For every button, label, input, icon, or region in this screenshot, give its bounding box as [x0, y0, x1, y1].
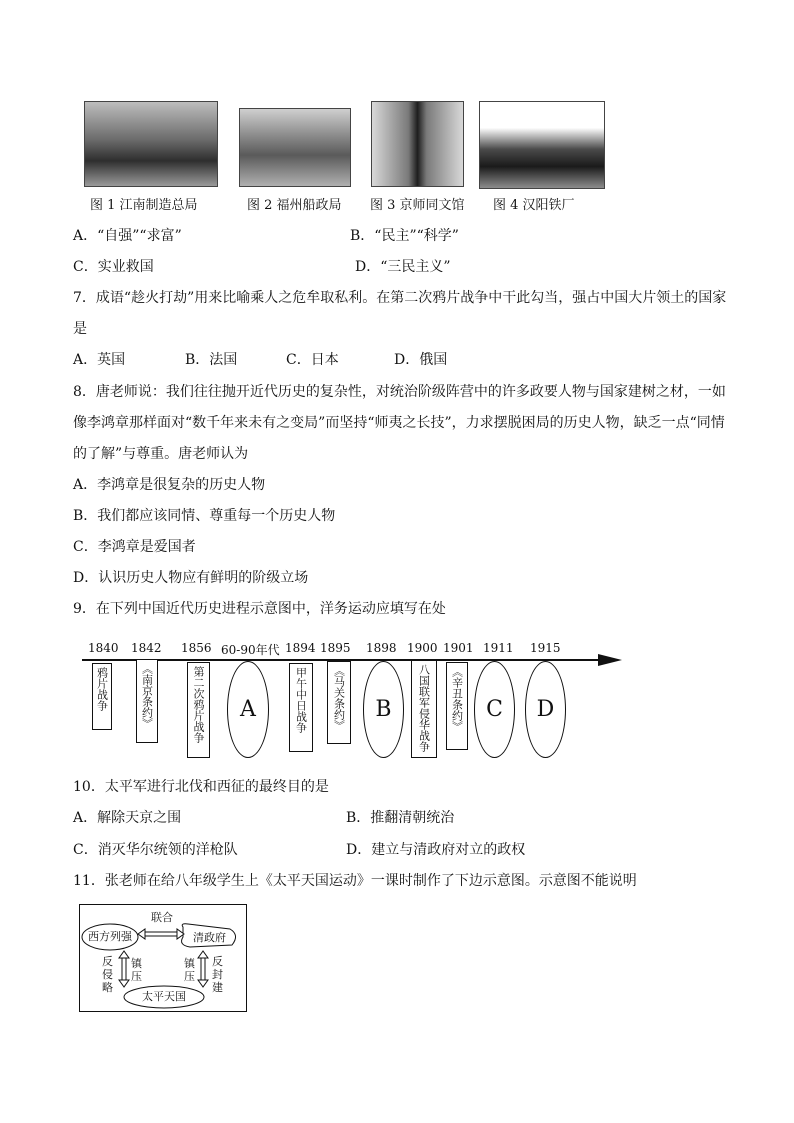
- timeline-year: 1900: [407, 641, 438, 655]
- timeline-year: 60-90年代: [221, 643, 280, 657]
- timeline-event-box: 《马关条约》: [327, 661, 351, 744]
- q10-option-c[interactable]: C．消灭华尔统领的洋枪队: [73, 842, 238, 858]
- q6-option-a[interactable]: A．“自强”“求富”: [73, 228, 182, 244]
- q7-stem: 7．成语“趁火打劫”用来比喻乘人之危牟取私利。在第二次鸦片战争中干此勾当，强占中国大片领土的国家: [73, 290, 727, 306]
- diagram-unite-label: 联合: [151, 911, 173, 924]
- q8-option-a[interactable]: A．李鸿章是很复杂的历史人物: [73, 477, 266, 493]
- q7-stem-cont: 是: [73, 321, 87, 337]
- figure-caption-2: 图 2 福州船政局: [247, 198, 342, 213]
- timeline-year: 1895: [320, 641, 351, 655]
- q6-option-c[interactable]: C．实业救国: [73, 259, 154, 275]
- q11-stem: 11．张老师在给八年级学生上《太平天国运动》一课时制作了下边示意图。示意图不能说明: [73, 873, 637, 889]
- timeline-year: 1911: [483, 641, 514, 655]
- q7-option-b[interactable]: B．法国: [185, 352, 238, 368]
- diagram-suppress-right-label: 镇压: [184, 957, 195, 983]
- diagram-anti-feudal-label: 反封建: [212, 955, 223, 994]
- timeline-year: 1840: [88, 641, 119, 655]
- q7-option-d[interactable]: D．俄国: [394, 352, 448, 368]
- q10-option-a[interactable]: A．解除天京之围: [73, 810, 182, 826]
- diagram-qing-node: 清政府: [193, 931, 226, 944]
- timeline-year: 1894: [285, 641, 316, 655]
- figure-caption-1: 图 1 江南制造总局: [90, 198, 198, 213]
- q7-option-c[interactable]: C．日本: [286, 352, 339, 368]
- q11-diagram: [79, 904, 247, 1012]
- factory-photo-icon: [84, 101, 218, 187]
- q8-stem-cont: 像李鸿章那样面对“数千年来未有之变局”而坚持“师夷之长技”，力求摆脱困局的历史人物，缺乏一点“同情: [73, 415, 725, 431]
- gate-photo-icon: [371, 101, 464, 187]
- q10-stem: 10．太平军进行北伐和西征的最终目的是: [73, 779, 329, 795]
- timeline-event-box: 《辛丑条约》: [446, 662, 468, 750]
- diagram-west-node: 西方列强: [88, 930, 132, 943]
- q9-stem: 9．在下列中国近代历史进程示意图中，洋务运动应填写在处: [73, 601, 446, 617]
- timeline-oval-d: D: [525, 661, 566, 758]
- q8-option-c[interactable]: C．李鸿章是爱国者: [73, 539, 196, 555]
- q8-option-b[interactable]: B．我们都应该同情、尊重每一个历史人物: [73, 508, 336, 524]
- q6-option-d[interactable]: D．“三民主义”: [355, 259, 451, 275]
- shipyard-photo-icon: [239, 108, 351, 187]
- timeline-year: 1856: [181, 641, 212, 655]
- q8-stem-cont2: 的了解”与尊重。唐老师认为: [73, 446, 249, 462]
- timeline-oval-c: C: [474, 661, 515, 758]
- timeline-oval-a: A: [227, 661, 269, 758]
- timeline-event-box: 八国联军侵华战争: [411, 660, 437, 758]
- q8-stem: 8．唐老师说：我们往往抛开近代历史的复杂性，对统治阶级阵营中的许多政要人物与国家建树之材，一如: [73, 384, 726, 400]
- ironworks-photo-icon: [479, 101, 605, 189]
- q10-option-d[interactable]: D．建立与清政府对立的政权: [346, 842, 526, 858]
- timeline-year: 1915: [530, 641, 561, 655]
- figure-caption-3: 图 3 京师同文馆: [370, 198, 465, 213]
- timeline-event-box: 鸦片战争: [92, 663, 112, 730]
- figure-caption-4: 图 4 汉阳铁厂: [493, 198, 575, 213]
- timeline-event-box: 《南京条约》: [136, 659, 158, 743]
- timeline-event-box: 甲午中日战争: [289, 663, 313, 752]
- q7-option-a[interactable]: A．英国: [73, 352, 126, 368]
- diagram-anti-aggression-label: 反侵略: [102, 955, 113, 994]
- timeline-year: 1901: [443, 641, 474, 655]
- diagram-suppress-left-label: 镇压: [131, 957, 142, 983]
- timeline-year: 1842: [131, 641, 162, 655]
- timeline-oval-b: B: [363, 661, 404, 758]
- timeline-event-box: 第二次鸦片战争: [187, 662, 210, 758]
- q10-option-b[interactable]: B．推翻清朝统治: [346, 810, 455, 826]
- q6-option-b[interactable]: B．“民主”“科学”: [350, 228, 459, 244]
- q8-option-d[interactable]: D．认识历史人物应有鲜明的阶级立场: [73, 570, 309, 586]
- timeline-year: 1898: [366, 641, 397, 655]
- diagram-taiping-node: 太平天国: [142, 990, 186, 1003]
